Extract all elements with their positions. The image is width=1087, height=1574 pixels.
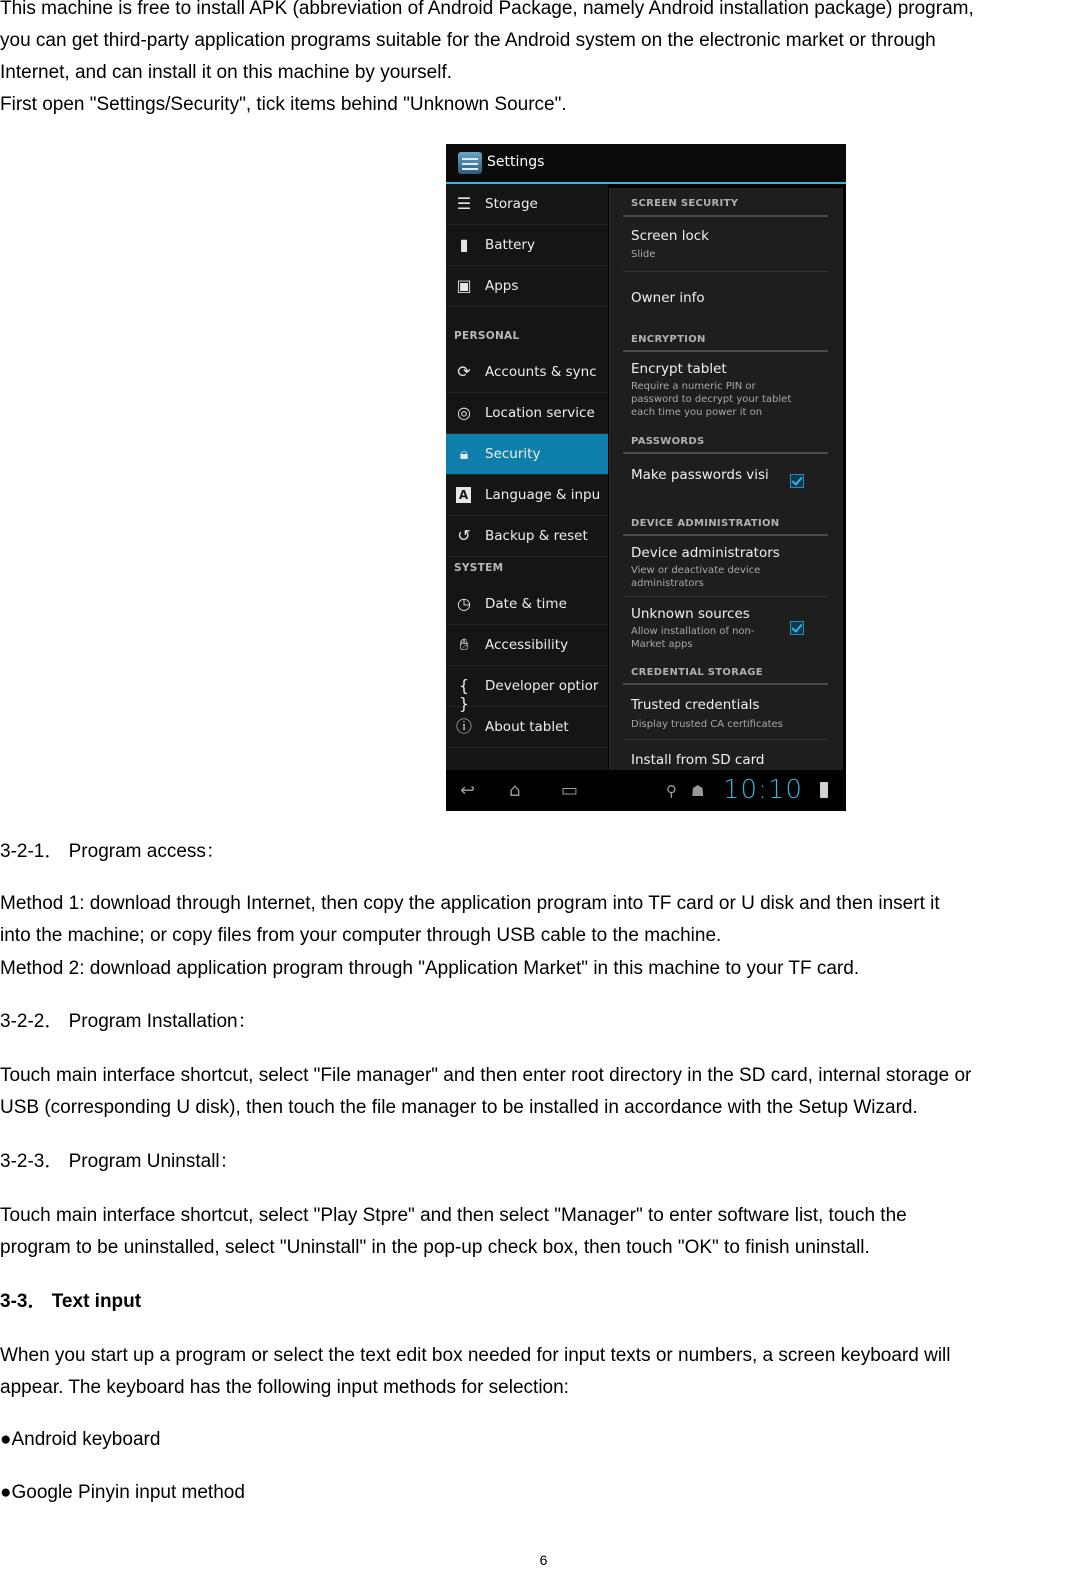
sidebar-item-label: Accessibility [485,637,569,653]
android-debug-icon: ☗ [691,782,705,800]
row-divider [623,596,828,597]
sidebar-item-location[interactable] [446,393,608,434]
pref-screen-lock-summary: Slide [631,249,656,260]
row-divider [623,739,828,740]
pref-owner-info[interactable]: Owner info [631,290,705,306]
sidebar-item-label: Accounts & sync [485,364,597,380]
settings-screenshot [446,144,846,811]
pref-trusted-credentials[interactable]: Trusted credentials [631,697,760,713]
bullet-google-pinyin: ●Google Pinyin input method [0,1482,245,1503]
lock-icon: 🔒︎ [459,444,469,463]
header-divider [623,534,828,536]
braces-icon: { } [458,676,470,713]
section-header-system: SYSTEM [454,562,504,574]
section-header-personal: PERSONAL [454,330,520,342]
sidebar-item-developer[interactable] [446,666,608,713]
header-divider [623,350,828,352]
installation-line-1: Touch main interface shortcut, select "File manager" and then enter root directory in the SD card, internal storage or [0,1065,972,1086]
sidebar-item-battery[interactable] [446,225,608,266]
header-screen-security: SCREEN SECURITY [631,198,739,209]
language-icon: A [456,487,471,503]
pref-screen-lock[interactable]: Screen lock [631,228,709,244]
header-divider [623,452,828,454]
uninstall-line-1: Touch main interface shortcut, select "Play Stpre" and then select "Manager" to enter software list, touch the [0,1205,907,1226]
header-divider [623,215,828,217]
system-navigation-bar [446,770,846,811]
battery-status-icon [820,782,828,798]
sidebar-item-label: Apps [485,278,519,294]
pref-encrypt-tablet[interactable]: Encrypt tablet [631,361,727,377]
sidebar-item-label: Security [485,446,541,462]
sidebar-item-security[interactable] [446,434,608,475]
info-icon: ⓘ [455,717,472,736]
pref-unknown-sources-summary: Allow installation of non- Market apps [631,626,755,650]
backup-icon: ↺ [457,526,471,545]
sidebar-item-date-time[interactable] [446,584,608,625]
sidebar-item-accessibility[interactable] [446,625,608,666]
sidebar-item-label: Location service [485,405,595,421]
uninstall-line-2: program to be uninstalled, select "Uninstall" in the pop-up check box, then touch "OK" to finish uninstall. [0,1237,870,1258]
sidebar-item-storage[interactable] [446,184,608,225]
sidebar-item-label: Date & time [485,596,567,612]
sidebar-item-about[interactable] [446,707,608,748]
page-number: 6 [539,1552,548,1568]
sidebar-item-label: Backup & reset [485,528,588,544]
method-2-line: Method 2: download application program through "Application Market" in this machine to your TF card. [0,958,860,979]
location-icon: ◎ [457,403,471,422]
header-device-administration: DEVICE ADMINISTRATION [631,518,780,529]
installation-line-2: USB (corresponding U disk), then touch the file manager to be installed in accordance with the Setup Wizard. [0,1097,918,1118]
sidebar-item-apps[interactable] [446,266,608,307]
home-icon[interactable]: ⌂ [509,780,521,801]
header-credential-storage: CREDENTIAL STORAGE [631,667,763,678]
section-3-2-2-heading: 3-2-2． Program Installation： [0,1011,257,1032]
intro-line-2: you can get third-party application programs suitable for the Android system on the electronic market or through [0,30,936,51]
section-3-3-heading: 3-3． Text input [0,1291,142,1312]
method-1-line-2: into the machine; or copy files from your computer through USB cable to the machine. [0,925,722,946]
intro-line-4: First open "Settings/Security", tick items behind "Unknown Source". [0,94,567,115]
hand-icon: ✋︎ [459,635,469,654]
sidebar-item-label: Battery [485,237,535,253]
settings-icon [458,152,482,174]
pref-device-administrators[interactable]: Device administrators [631,545,780,561]
pref-install-from-sd[interactable]: Install from SD card [631,752,765,768]
clock-icon: ◷ [457,594,471,613]
text-input-line-1: When you start up a program or select the text edit box needed for input texts or numbers, a screen keyboard will [0,1345,951,1366]
bullet-android-keyboard: ●Android keyboard [0,1429,161,1450]
recent-apps-icon[interactable]: ▭ [561,780,579,801]
sidebar-item-accounts-sync[interactable] [446,352,608,393]
sidebar-item-label: Storage [485,196,538,212]
status-clock: 10:10 [723,775,803,805]
pref-encrypt-summary: Require a numeric PIN or password to decrypt your tablet each time you power it on [631,381,792,418]
storage-icon: ☰ [456,194,472,213]
settings-category-list [446,184,608,770]
intro-line-3: Internet, and can install it on this machine by yourself. [0,62,453,83]
settings-title: Settings [487,154,545,170]
pref-make-passwords-visible[interactable]: Make passwords visi [631,467,769,483]
text-input-line-2: appear. The keyboard has the following input methods for selection: [0,1377,569,1398]
unknown-sources-checkbox[interactable] [790,621,804,635]
sidebar-item-label: About tablet [485,719,569,735]
pref-trusted-summary: Display trusted CA certificates [631,719,783,730]
row-divider [623,271,828,272]
method-1-line-1: Method 1: download through Internet, then copy the application program into TF card or U disk and then insert it [0,893,940,914]
sidebar-item-label: Language & inpu [485,487,601,503]
section-3-2-1-heading: 3-2-1． Program access： [0,841,225,862]
back-icon[interactable]: ↩ [460,780,476,801]
apps-icon: ▣ [456,276,472,295]
sidebar-item-backup[interactable] [446,516,608,557]
intro-line-1: This machine is free to install APK (abbreviation of Android Package, namely Android installation package) program, [0,0,974,19]
sync-icon: ⟳ [457,362,471,381]
usb-icon: ⚲ [666,782,677,800]
section-3-2-3-heading: 3-2-3． Program Uninstall： [0,1151,239,1172]
settings-titlebar [446,144,846,184]
header-divider [623,683,828,685]
security-settings-panel [609,188,843,770]
sidebar-item-language[interactable] [446,475,608,516]
sidebar-item-label: Developer optior [485,678,599,694]
header-encryption: ENCRYPTION [631,334,706,345]
pref-device-admins-summary: View or deactivate device administrators [631,565,761,589]
pref-unknown-sources[interactable]: Unknown sources [631,606,750,622]
header-passwords: PASSWORDS [631,436,705,447]
battery-icon: ▮ [459,235,469,254]
passwords-visible-checkbox[interactable] [790,474,804,488]
